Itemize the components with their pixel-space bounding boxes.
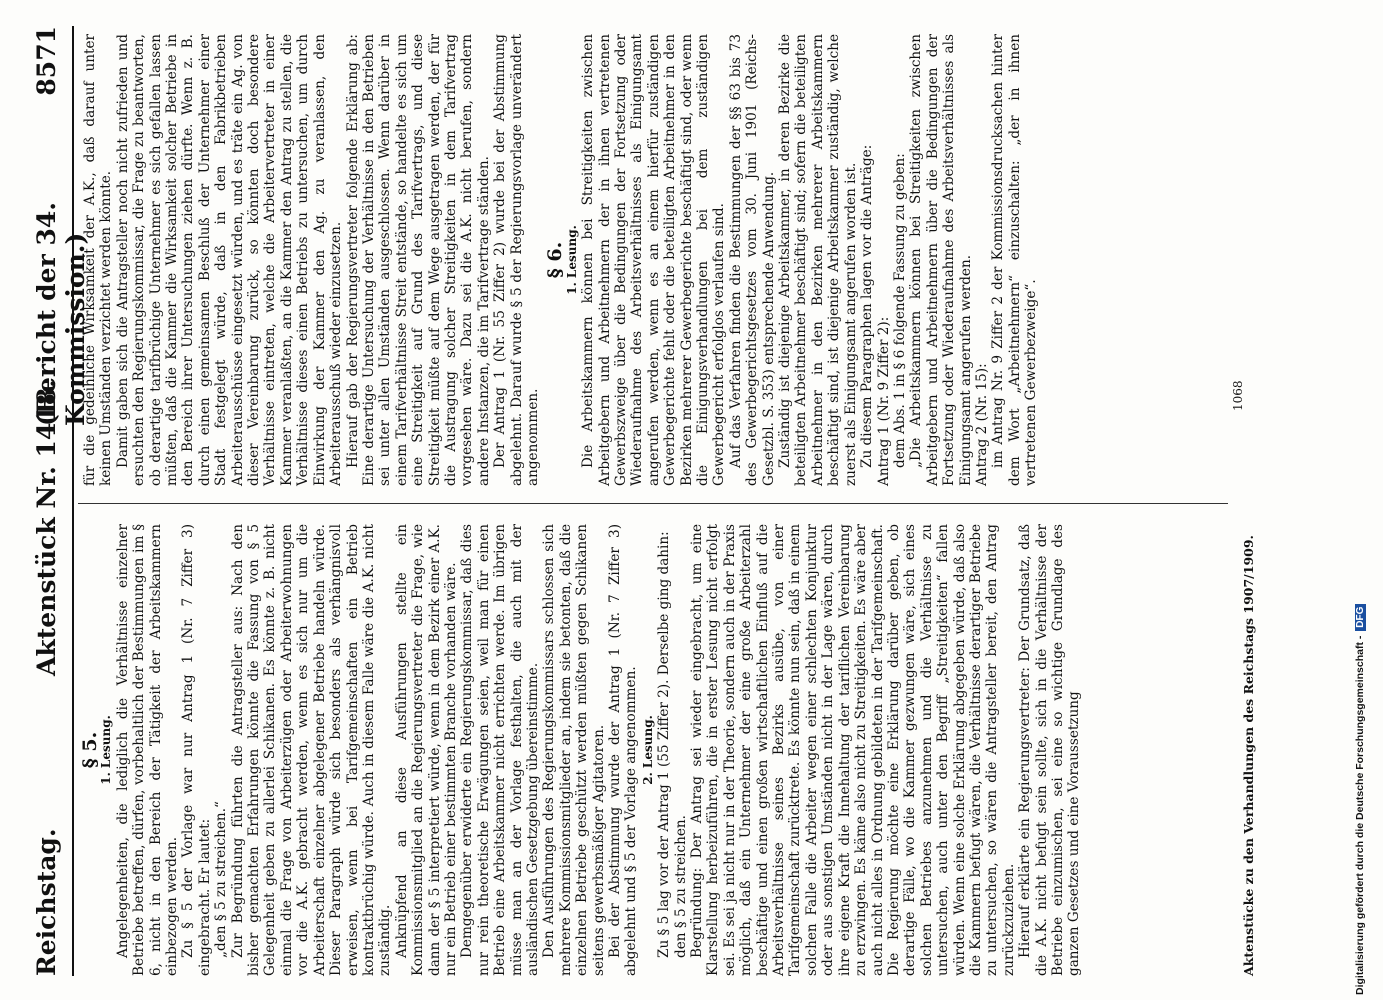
- digitization-note: [1354, 10, 1366, 995]
- right-column: [82, 34, 1040, 486]
- paragraph: Hierauf gab der Regierungsvertreter folgende Erklärung ab: Eine derartige Untersuchung der Verhältnisse in den Betrieben sei unter allen Umständen ausgeschlossen. Wenn darüber in einem Tarifverhältnisse Streit entstände, so handelte es sich um eine Streitigkeit auf Grund des Tarifvertrags, und diese Streitigkeit müßte auf dem Wege ausgetragen werden, der für die Austragung solcher Streitigkeiten in dem Tarifvertrag vorgesehen wäre. Dazu sei die A.K. nicht berufen, sondern andere Instanzen, die im Tarifvertrage ständen.: [344, 34, 492, 486]
- column-divider: [78, 503, 1228, 504]
- section-heading: § 6.: [544, 241, 567, 279]
- paragraph: im Antrag Nr. 9 Ziffer 2 der Kommissionsdrucksachen hinter dem Wort „Arbeitnehmern“ einzuschalten: „der in ihnen vertretenen Gewerbezweige“.: [990, 34, 1040, 486]
- paragraph: Zu § 5 der Vorlage war nur Antrag 1 (Nr. 7 Ziffer 3) eingebracht. Er lautet:: [180, 524, 213, 976]
- paragraph: für die gedeihliche Wirksamkeit der A.K., daß darauf unter keinen Umständen verzichtet werden könnte.: [82, 34, 115, 486]
- paragraph: Bei der Abstimmung wurde der Antrag 1 (Nr. 7 Ziffer 3) abgelehnt und § 5 der Vorlage angenommen.: [607, 524, 640, 976]
- paragraph: Antrag 2 (Nr. 15):: [973, 363, 990, 486]
- paragraph: Zur Begründung führten die Antragsteller aus: Nach den bisher gemachten Erfahrungen könnte die Fassung von § 5 Gelegenheit geben zu allerlei Schikanen. Es könnte z. B. nicht einmal die Frage von Arbeiterzügen oder Arbeiterwohnungen vor die A.K. gebracht werden, wenn es sich nur um die Arbeiterschaft einzelner abgelegener Betriebe handeln würde. Dieser Paragraph würde sich besonders als verhängnisvoll erweisen, wenn bei Tarifgemeinschaften ein Betrieb kontraktbrüchig würde. Auch in diesem Falle wäre die A.K. nicht zuständig.: [229, 524, 394, 976]
- paragraph: Zuständig ist diejenige Arbeitskammer, in deren Bezirke die beteiligten Arbeitnehmer beschäftigt sind; sofern die beteiligten Arbeitnehmer in den Bezirken mehrerer Arbeitskammern beschäftigt sind, ist diejenige Arbeitskammer zuständig, welche zuerst als Einigungsamt angerufen worden ist.: [777, 34, 859, 486]
- paragraph: Den Ausführungen des Regierungskommissars schlossen sich mehrere Kommissionsmitglieder an, indem sie betonten, daß die einzelnen Betriebe geschützt werden müßten gegen Schikanen seitens gewerbsmäßiger Agitatoren.: [541, 524, 607, 976]
- digitization-text: Digitalisierung gefördert durch die Deutsche Forschungsgemeinschaft -: [1354, 635, 1366, 995]
- header-page-number: 8571: [32, 26, 61, 96]
- header-center: Aktenstück Nr. 1418.: [32, 379, 61, 676]
- paragraph: den § 5 zu streichen.: [672, 815, 689, 958]
- reading-heading: 2. Lesung.: [640, 715, 655, 785]
- reading-heading: 1. Lesung.: [99, 715, 114, 785]
- paragraph: „den § 5 zu streichen.“: [213, 801, 230, 958]
- footer-source: Aktenstücke zu den Verhandlungen des Reichstags 1907/1909.: [1241, 535, 1256, 976]
- paragraph: dem Abs. 1 in § 6 folgende Fassung zu geben:: [891, 153, 908, 468]
- paragraph: Demgegenüber erwiderte ein Regierungskommissar, daß dies nur rein theoretische Erwägungen seien, weil man für einen Betrieb eine Arbeitskammer nicht errichten werde. Im übrigen müsse man an der Vorlage festhalten, die auch mit der ausländischen Gesetzgebung übereinstimme.: [459, 524, 541, 976]
- paragraph: Anknüpfend an diese Ausführungen stellte ein Kommissionsmitglied an die Regierungsvertreter die Frage, wie dann der § 5 interpretiert würde, wenn in dem Bezirk einer A.K. nur ein Betrieb einer bestimmten Branche vorhanden wäre.: [393, 524, 459, 976]
- paragraph: Angelegenheiten, die lediglich die Verhältnisse einzelner Betriebe betreffen, dürfen, vorbehaltlich der Bestimmungen im § 6, nicht in den Bereich der Tätigkeit der Arbeitskammern einbezogen werden.: [114, 524, 181, 976]
- paragraph: Die Arbeitskammern können bei Streitigkeiten zwischen Arbeitgebern und Arbeitnehmern der in ihnen vertretenen Gewerbszweige über die Bedingungen der Fortsetzung oder Wiederaufnahme des Arbeitsverhältnisses als Einigungsamt angerufen werden, wenn es an einem hierfür zuständigen Gewerbegerichte fehlt oder die beteiligten Arbeitnehmer in den Bezirken mehrerer Gewerbegerichte beschäftigt sind, oder wenn die Einigungsverhandlungen bei dem zuständigen Gewerbegericht erfolglos verlaufen sind.: [580, 34, 728, 486]
- paragraph: Begründung: Der Antrag sei wieder eingebracht, um eine Klarstellung herbeizuführen, die in erster Lesung nicht erfolgt sei. Es sei ja nicht nur in der Theorie, sondern auch in der Praxis möglich, daß ein Unternehmer der eine große Arbeiterzahl beschäftige und einen großen wirtschaftlichen Einfluß auf die Arbeitsverhältnisse seines Bezirks ausübe, von einer Tarifgemeinschaft zurücktrete. Es könnte nun sein, daß in einem solchen Falle die Arbeiter wegen einer schlechten Konjunktur oder aus sonstigen Umständen nicht in der Lage wären, durch ihre eigene Kraft die Innehaltung der tariflichen Vereinbarung zu erzwingen. Es käme also nicht zu Streitigkeiten. Es wäre aber auch nicht alles in Ordnung gebildeten in der Tarifgemeinschaft. Die Regierung möchte eine Erklärung darüber geben, ob derartige Fälle, wo die Kammer gezwungen wäre, sich eines solchen Betriebes anzunehmen und die Verhältnisse zu untersuchen, auch unter den Begriff „Streitigkeiten“ fallen würden. Wenn eine solche Erklärung abgegeben würde, daß also die Kammern befugt wären, die Verhältnisse derartiger Betriebe zu untersuchen, so wären die Antragsteller bereit, den Antrag zurückzuziehen.: [689, 524, 1017, 976]
- page-header: [26, 26, 90, 976]
- paragraph: Hierauf erklärte ein Regierungsvertreter: Der Grundsatz, daß die A.K. nicht befugt sein sollte, sich in die Verhältnisse der Betriebe einzumischen, sei eine so wichtige Grundlage des ganzen Gesetzes und eine Voraussetzung: [1017, 524, 1083, 976]
- paragraph: Der Antrag 1 (Nr. 55 Ziffer 2) wurde bei der Abstimmung abgelehnt. Darauf wurde § 5 der Regierungsvorlage unverändert angenommen.: [492, 34, 541, 486]
- paragraph: Zu diesem Paragraphen lagen vor die Anträge:: [859, 144, 876, 468]
- reading-heading: 1. Lesung.: [564, 225, 579, 295]
- paragraph: Auf das Verfahren finden die Bestimmungen der §§ 63 bis 73 des Gewerbegerichtsgesetzes vom 30. Juni 1901 (Reichs-Gesetzbl. S. 353) entsprechende Anwendung.: [727, 34, 777, 486]
- paragraph: „Die Arbeitskammern können bei Streitigkeiten zwischen Arbeitgebern und Arbeitnehmern über die Bedingungen der Fortsetzung oder Wiederaufnahme des Arbeitsverhältnisses als Einigungsamt angerufen werden.: [908, 34, 974, 486]
- paragraph: Zu § 5 lag vor der Antrag 1 (55 Ziffer 2). Derselbe ging dahin:: [656, 531, 673, 958]
- footer-page-number: 1068: [1231, 380, 1245, 411]
- header-rule: [72, 26, 74, 976]
- header-right: (Bericht der 34. Kommission.): [32, 202, 90, 426]
- left-column: [79, 524, 1083, 976]
- header-left: Reichstag.: [32, 828, 61, 976]
- paragraph: Damit gaben sich die Antragsteller noch nicht zufrieden und ersuchten den Regierungskommissar, die Frage zu beantworten, ob derartige tarifbrüchige Unternehmer es sich gefallen lassen müßten, daß die Kammer die Wirksamkeit solcher Betriebe in den Bereich ihrer Untersuchungen ziehen dürfte. Wenn z. B. durch einen gemeinsamen Beschluß der Unternehmer einer Stadt festgelegt würde, daß in den Fabrikbetrieben Arbeiterausschüsse eingesetzt würden, und es träte ein Ag. von dieser Vereinbarung zurück, so könnten doch besondere Verhältnisse eintreten, welche die Arbeitervertreter in einer Kammer veranlaßten, an die Kammer den Antrag zu stellen, die Verhältnisse dieses einen Betriebs zu untersuchen, um durch Einwirkung der Kammer den Ag. zu veranlassen, den Arbeiterausschuß wieder einzusetzen.: [114, 34, 345, 486]
- section-heading: § 5.: [79, 731, 101, 769]
- paragraph: Antrag 1 (Nr. 9 Ziffer 2):: [875, 316, 892, 486]
- rotated-document-page: [26, 26, 1309, 976]
- dfg-logo: DFG: [1355, 604, 1366, 631]
